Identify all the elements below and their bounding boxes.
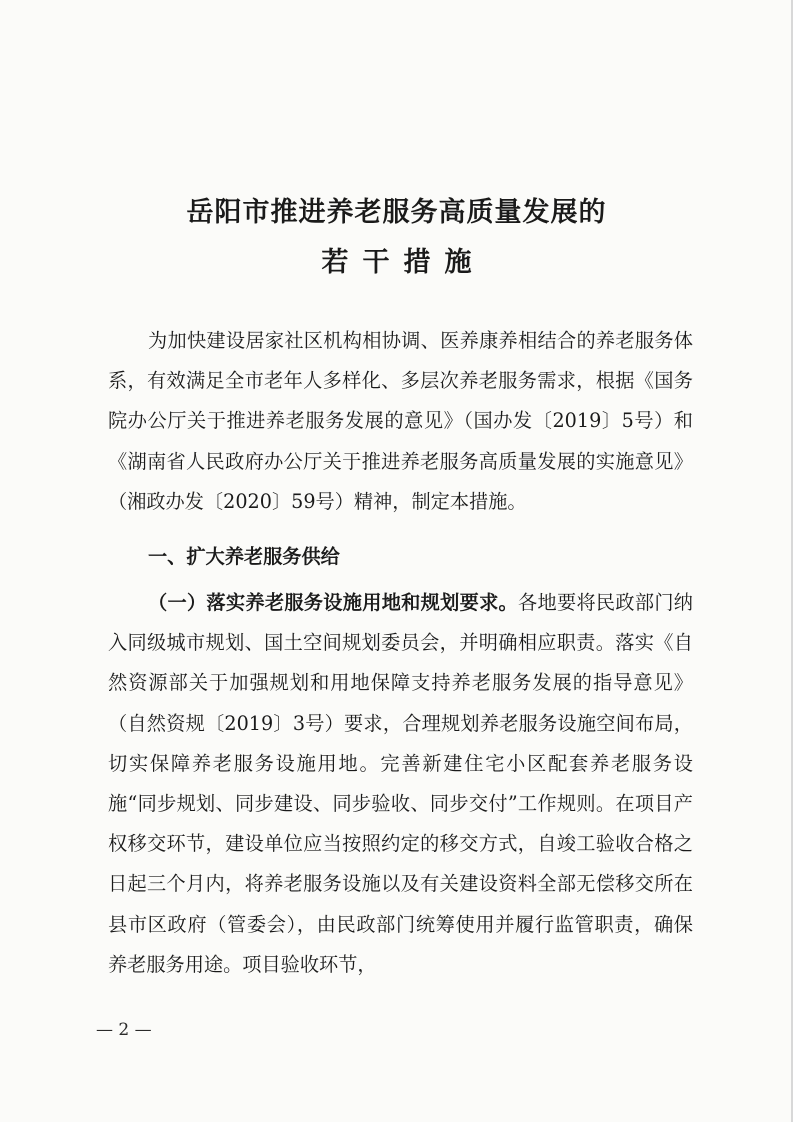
document-title-line-2: 若干措施 bbox=[321, 247, 486, 278]
section-heading-1: 一、扩大养老服务供给 bbox=[148, 545, 340, 568]
subsection-paragraph-1 bbox=[108, 583, 693, 985]
document-title-line-1: 岳阳市推进养老服务高质量发展的 bbox=[186, 197, 607, 228]
intro-paragraph: 为加快建设居家社区机构相协调、医养康养相结合的养老服务体系，有效满足全市老年人多样化、多层次养老服务需求，根据《国务院办公厅关于推进养老服务发展的意见》（国办发〔2019〕5号）和《湖南省人民政府办公厅关于推进养老服务高质量发展的实施意见》（湘政办发〔2020〕59号）精神，制定本措施。 bbox=[108, 329, 693, 513]
page-number: — 2 — bbox=[96, 1020, 152, 1040]
subsection-heading-1: （一）落实养老服务设施用地和规划要求。 bbox=[148, 591, 519, 614]
subsection-body-1: 各地要将民政部门纳入同级城市规划、国土空间规划委员会，并明确相应职责。落实《自然资源部关于加强规划和用地保障支持养老服务发展的指导意见》（自然资规〔2019〕3号）要求，合理规划养老服务设施空间布局，切实保障养老服务设施用地。完善新建住宅小区配套养老服务设施“同步规划、同步建设、同步验收、同步交付”工作规则。在项目产权移交环节，建设单位应当按照约定的移交方式，自竣工验收合格之日起三个月内，将养老服务设施以及有关建设资料全部无偿移交所在县市区政府（管委会），由民政部门统筹使用并履行监管职责，确保养老服务用途。项目验收环节， bbox=[108, 591, 693, 976]
